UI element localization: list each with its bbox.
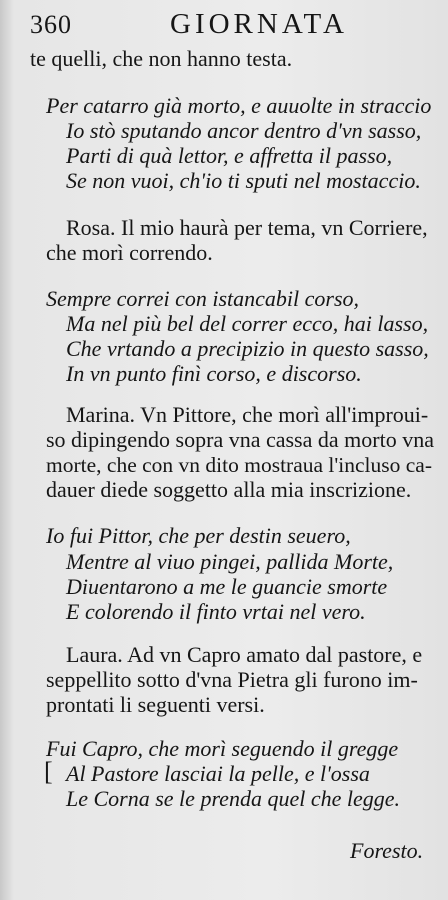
verse-line: Le Corna se le prenda quel che legge.: [66, 786, 400, 811]
verse-line: Parti di quà lettor, e affretta il passo,: [66, 143, 393, 168]
prose-line: so dipingendo sopra vna cassa da morto vna: [46, 427, 434, 452]
prose-line: che morì correndo.: [46, 240, 213, 265]
prose-line: Rosa. Il mio haurà per tema, vn Corriere,: [66, 215, 428, 240]
verse-line: Mentre al viuo pingei, pallida Morte,: [66, 549, 394, 574]
verse-line: Ma nel più bel del correr ecco, hai lasso,: [66, 311, 429, 336]
bracket-mark: [: [44, 757, 53, 786]
prose-line: dauer diede soggetto alla mia inscrizione.: [46, 477, 412, 502]
verse-line: Che vrtando a precipizio in questo sasso,: [66, 336, 429, 361]
continuation-line: te quelli, che non hanno testa.: [30, 46, 293, 71]
verse-line: Sempre correi con istancabil corso,: [46, 286, 360, 311]
running-head: GIORNATA: [170, 8, 348, 40]
page-header: [30, 8, 420, 44]
verse-line: Se non vuoi, ch'io ti sputi nel mostaccio.: [66, 168, 421, 193]
verse-line: Per catarro già morto, e auuolte in straccio: [46, 93, 432, 118]
prose-line: Laura. Ad vn Capro amato dal pastore, e: [66, 642, 423, 667]
verse-line: Io fui Pittor, che per destin seuero,: [46, 523, 351, 548]
catchword: Foresto.: [350, 838, 424, 863]
verse-line: Fui Capro, che morì seguendo il gregge: [46, 736, 399, 761]
verse-line: Diuentarono a me le guancie smorte: [66, 574, 388, 599]
page-number: 360: [30, 10, 72, 39]
verse-line: In vn punto finì corso, e discorso.: [66, 361, 362, 386]
verse-line: E colorendo il finto vrtai nel vero.: [66, 599, 366, 624]
verse-line: Io stò sputando ancor dentro d'vn sasso,: [66, 118, 422, 143]
prose-line: prontati li seguenti versi.: [46, 692, 265, 717]
prose-line: seppellito sotto d'vna Pietra gli furono im-: [46, 667, 418, 692]
verse-line: Al Pastore lasciai la pelle, e l'ossa: [66, 761, 370, 786]
prose-line: Marina. Vn Pittore, che morì all'improui-: [66, 402, 429, 427]
prose-line: morte, che con vn dito mostraua l'incluso ca-: [46, 453, 432, 477]
